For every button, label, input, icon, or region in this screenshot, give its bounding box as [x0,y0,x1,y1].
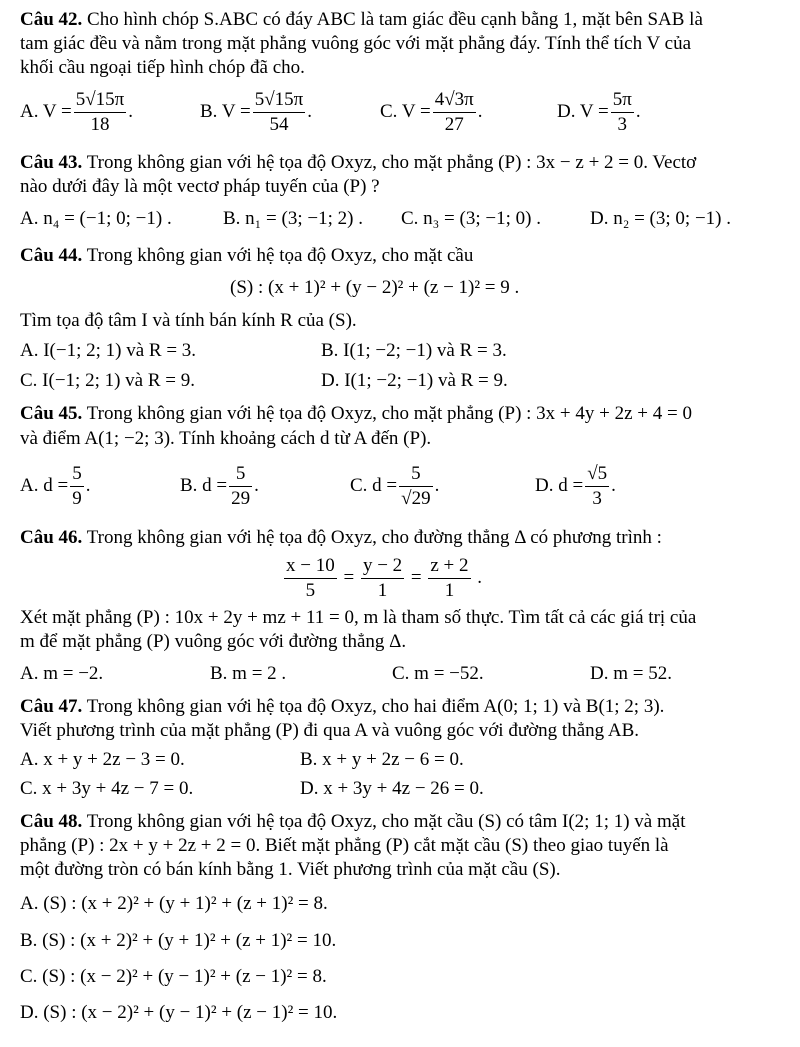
q42-option-b-suffix: . [307,100,312,122]
q42-option-a-frac [74,88,127,137]
q42-label: Câu 42. [20,9,83,30]
q42-line-2: tam giác đều và nằm trong mặt phẳng vuông góc với mặt phẳng đáy. Tính thể tích V của [20,33,692,54]
q45-line-1 [20,403,692,425]
q45-option-c-frac [399,462,432,511]
q45-option-b-num: 5 [229,462,252,487]
q45-option-a-num: 5 [70,462,84,487]
q48-line-3: một đường tròn có bán kính bằng 1. Viết phương trình của mặt cầu (S). [20,859,561,880]
q43-option-b[interactable]: B. n₁ = (3; −1; 2) . [223,208,363,229]
q46-line-1 [20,527,662,549]
q45-option-a-frac [70,462,84,511]
q45-option-b-suffix: . [254,474,259,496]
q45-option-b-den: 29 [231,488,251,509]
q47-option-a[interactable]: A. x + y + 2z − 3 = 0. [20,749,185,770]
q48-text-1: Trong không gian với hệ tọa độ Oxyz, cho mặt cầu (S) có tâm I(2; 1; 1) và mặt [86,811,686,832]
q46-frac-z-num: z + 2 [428,554,470,579]
q42-option-d-frac [611,88,634,137]
q42-option-b-den: 54 [269,114,289,135]
q44-line-1 [20,245,473,267]
q46-text-1: Trong không gian với hệ tọa độ Oxyz, cho đường thẳng Δ có phương trình : [86,527,662,548]
q43-option-c[interactable]: C. n₃ = (3; −1; 0) . [401,208,541,229]
q45-option-b-frac [229,462,252,511]
q46-option-b[interactable]: B. m = 2 . [210,663,287,684]
q47-option-b[interactable]: B. x + y + 2z − 6 = 0. [300,749,464,770]
q46-option-c[interactable]: C. m = −52. [392,663,484,684]
q45-option-b-prefix: B. d = [180,474,228,496]
q48-line-1 [20,811,685,833]
q42-option-b-num: 5√15π [253,88,306,113]
q44-option-b[interactable]: B. I(1; −2; −1) và R = 3. [321,340,507,361]
q44-option-d[interactable]: D. I(1; −2; −1) và R = 9. [321,370,508,391]
q45-option-a-den: 9 [72,488,82,509]
q42-option-d[interactable] [557,88,641,137]
q46-frac-x [284,554,337,603]
q47-label: Câu 47. [20,696,83,717]
q42-option-d-prefix: D. V = [557,100,609,122]
q42-option-a-prefix: A. V = [20,100,72,122]
q45-option-b[interactable] [180,462,259,511]
q44-text-1: Trong không gian với hệ tọa độ Oxyz, cho mặt cầu [86,245,474,266]
q42-option-d-den: 3 [617,114,628,135]
q42-option-c-num: 4√3π [433,88,476,113]
q42-option-c-den: 27 [444,114,464,135]
q46-line-equation: $\frac{x - 10}{5}$ = $\frac{y - 2}{1}$ = $\frac{z + 2}{1}$ . [286,555,483,601]
q47-text-1: Trong không gian với hệ tọa độ Oxyz, cho hai điểm A(0; 1; 1) và B(1; 2; 3). [86,696,665,717]
q42-option-d-num: 5π [611,88,634,113]
q45-label: Câu 45. [20,403,83,424]
q42-option-c-frac [433,88,476,137]
q46-frac-y [361,554,404,603]
q45-option-c-suffix: . [434,474,440,496]
q45-option-d-frac [585,462,609,511]
q45-option-d-num: √5 [585,462,609,487]
q45-option-a-prefix: A. d = [20,474,69,496]
q45-option-c-den: √29 [401,488,431,509]
q46-line-3: m để mặt phẳng (P) vuông góc với đường thẳng Δ. [20,631,407,652]
q46-frac-x-den: 5 [305,580,316,601]
q44-label: Câu 44. [20,245,83,266]
q42-option-a-suffix: . [128,100,134,122]
q43-line-2: nào dưới đây là một vectơ pháp tuyến của (P) ? [20,176,380,197]
q42-text-1: Cho hình chóp S.ABC có đáy ABC là tam giác đều cạnh bằng 1, mặt bên SAB là [87,9,703,30]
q44-line-3: Tìm tọa độ tâm I và tính bán kính R của (S). [20,310,357,331]
q45-option-c[interactable] [350,462,439,511]
q45-option-a-suffix: . [85,474,91,496]
q47-option-d[interactable]: D. x + 3y + 4z − 26 = 0. [300,778,484,799]
q43-option-a[interactable]: A. n₄ = (−1; 0; −1) . [20,208,172,229]
q48-option-c[interactable]: C. (S) : (x − 2)² + (y − 1)² + (z − 1)² = 8. [20,966,327,987]
q42-option-b-frac [253,88,306,137]
q45-line-2: và điểm A(1; −2; 3). Tính khoảng cách d từ A đến (P). [20,428,432,449]
q43-option-d[interactable]: D. n₂ = (3; 0; −1) . [590,208,731,229]
q46-option-d[interactable]: D. m = 52. [590,663,672,684]
q48-label: Câu 48. [20,811,83,832]
q42-option-d-suffix: . [635,100,641,122]
q45-text-1: Trong không gian với hệ tọa độ Oxyz, cho mặt phẳng (P) : 3x + 4y + 2z + 4 = 0 [86,403,692,424]
q46-line-2: Xét mặt phẳng (P) : 10x + 2y + mz + 11 = 0, m là tham số thực. Tìm tất cả các giá trị của [20,607,697,628]
q45-option-c-prefix: C. d = [350,474,398,496]
q47-line-1 [20,696,664,718]
q45-option-d-den: 3 [592,488,602,509]
q42-option-c-prefix: C. V = [380,100,431,122]
q44-option-a[interactable]: A. I(−1; 2; 1) và R = 3. [20,340,197,361]
q48-line-2: phẳng (P) : 2x + y + 2z + 2 = 0. Biết mặt phẳng (P) cắt mặt cầu (S) theo giao tuyến là [20,835,669,856]
q42-line-1 [20,9,703,31]
q45-option-c-num: 5 [399,462,432,487]
q43-label: Câu 43. [20,152,83,173]
q48-option-d[interactable]: D. (S) : (x − 2)² + (y − 1)² + (z − 1)² = 10. [20,1002,338,1023]
q48-option-a[interactable]: A. (S) : (x + 2)² + (y + 1)² + (z + 1)² = 8. [20,893,328,914]
q46-frac-y-den: 1 [377,580,388,601]
q43-text-1: Trong không gian với hệ tọa độ Oxyz, cho mặt phẳng (P) : 3x − z + 2 = 0. Vectơ [86,152,697,173]
q42-option-c-suffix: . [477,100,483,122]
q44-equation: (S) : (x + 1)² + (y − 2)² + (z − 1)² = 9 . [230,277,520,298]
q46-label: Câu 46. [20,527,83,548]
q46-option-a[interactable]: A. m = −2. [20,663,104,684]
q45-option-d[interactable] [535,462,616,511]
q42-option-b-prefix: B. V = [200,100,251,122]
q46-frac-z [428,554,470,603]
q42-option-b[interactable] [200,88,312,137]
q47-line-2: Viết phương trình của mặt phẳng (P) đi qua A và vuông góc với đường thẳng AB. [20,720,639,741]
q45-option-d-prefix: D. d = [535,474,584,496]
q48-option-b[interactable]: B. (S) : (x + 2)² + (y + 1)² + (z + 1)² = 10. [20,930,337,951]
q42-option-a[interactable] [20,88,133,137]
q42-option-a-num: 5√15π [74,88,127,113]
q47-option-c[interactable]: C. x + 3y + 4z − 7 = 0. [20,778,194,799]
q43-line-1 [20,152,696,174]
q44-option-c[interactable]: C. I(−1; 2; 1) và R = 9. [20,370,195,391]
q45-option-a[interactable] [20,462,90,511]
q46-frac-z-den: 1 [444,580,455,601]
q45-option-d-suffix: . [611,474,616,496]
q42-line-3: khối cầu ngoại tiếp hình chóp đã cho. [20,57,305,78]
q42-option-a-den: 18 [90,114,110,135]
q42-option-c[interactable] [380,88,482,137]
q46-frac-y-num: y − 2 [361,554,404,579]
q46-frac-x-num: x − 10 [284,554,337,579]
